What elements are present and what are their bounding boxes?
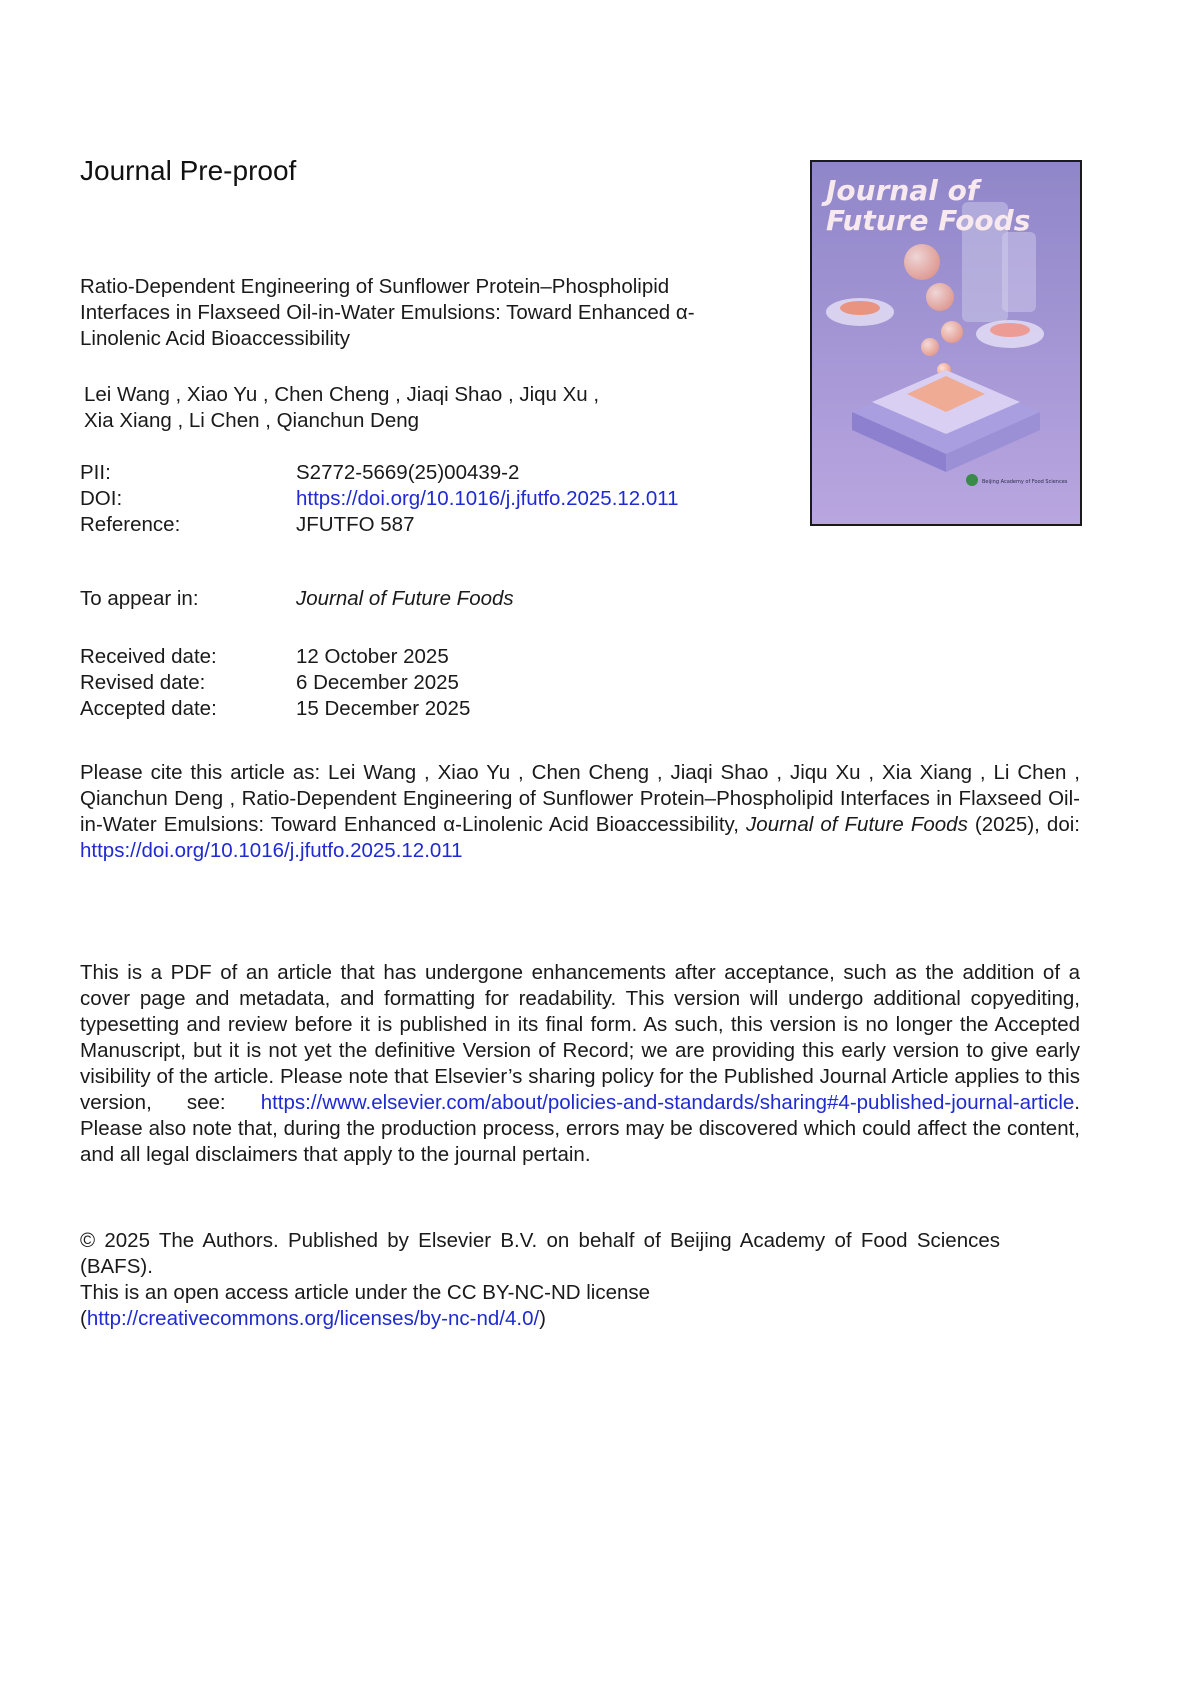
revised-value: 6 December 2025: [296, 671, 459, 694]
open-access-line: This is an open access article under the CC BY-NC-ND license: [80, 1281, 651, 1304]
cover-artwork: [812, 162, 1080, 524]
author-list: [84, 382, 684, 434]
meat-sample-left: [840, 301, 880, 315]
doi-label: DOI:: [80, 487, 123, 510]
bubble: [926, 283, 954, 311]
authors-line-1: Lei Wang , Xiao Yu , Chen Cheng , Jiaqi Shao , Jiqu Xu ,: [84, 383, 600, 406]
cover-title-line-2: Future Foods: [826, 204, 1031, 237]
publisher-logo-icon: [966, 474, 978, 486]
copyright-line: © 2025 The Authors. Published by Elsevier B.V. on behalf of Beijing Academy of Food Sciences (BAFS).: [80, 1229, 1000, 1278]
appear-in-journal: Journal of Future Foods: [296, 587, 514, 610]
citation-text: Please cite this article as: Lei Wang , Xiao Yu , Chen Cheng , Jiaqi Shao , Jiqu Xu , Xia Xiang , Li Chen , Qianchun Deng , Ratio-Dependent Engineering of Sunflower Protein–Phospholipid Interfaces in Flaxseed Oil-in-Water Emulsions: Toward Enhanced α-Linolenic Acid Bioaccessibility,: [80, 761, 1080, 836]
citation-journal: Journal of Future Foods: [746, 813, 968, 836]
received-value: 12 October 2025: [296, 645, 449, 668]
cover-title-line-1: Journal of: [826, 174, 979, 207]
journal-pre-proof-heading: Journal Pre-proof: [80, 155, 297, 186]
cover-publisher: Beijing Academy of Food Sciences: [982, 479, 1068, 485]
glass-tube-2: [1002, 232, 1036, 312]
bubble: [904, 244, 940, 280]
accepted-value: 15 December 2025: [296, 697, 471, 720]
citation-suffix: (2025), doi:: [967, 813, 1080, 836]
bubble: [941, 321, 963, 343]
paren-open: (: [80, 1307, 87, 1330]
journal-cover-image: [810, 160, 1082, 526]
doi-link[interactable]: https://doi.org/10.1016/j.jfutfo.2025.12.011: [296, 487, 679, 510]
article-title: Ratio-Dependent Engineering of Sunflower Protein–Phospholipid Interfaces in Flaxseed Oil-in-Water Emulsions: Toward Enhanced α-Linolenic Acid Bioaccessibility: [80, 275, 695, 350]
notice-text: This is a PDF of an article that has undergone enhancements after acceptance, such as the addition of a cover page and metadata, and formatting for readability. This version will undergo additional copyediting, typesetting and review before it is published in its final form. As such, this version is no longer the Accepted Manuscript, but it is not yet the definitive Version of Record; we are providing this early version to give early visibility of the article. Please note that Elsevier’s sharing policy for the Published Journal Article applies to this version, see:: [80, 961, 1080, 1114]
accepted-label: Accepted date:: [80, 697, 217, 720]
pii-label: PII:: [80, 461, 111, 484]
bubble: [921, 338, 939, 356]
license-block: [80, 1228, 1000, 1332]
pii-value: S2772-5669(25)00439-2: [296, 461, 520, 484]
received-label: Received date:: [80, 645, 217, 668]
reference-value: JFUTFO 587: [296, 513, 415, 536]
citation-doi-link[interactable]: https://doi.org/10.1016/j.jfutfo.2025.12.011: [80, 839, 463, 862]
reference-label: Reference:: [80, 513, 181, 536]
license-link-line: [80, 1306, 1000, 1332]
paren-close: ): [539, 1307, 546, 1330]
revised-label: Revised date:: [80, 671, 206, 694]
citation-paragraph: [80, 760, 1080, 864]
notice-paragraph: [80, 960, 1080, 1168]
appear-in-label: To appear in:: [80, 587, 199, 610]
sharing-policy-link[interactable]: https://www.elsevier.com/about/policies-and-standards/sharing#4-published-journal-article: [260, 1091, 1075, 1114]
cc-license-link[interactable]: http://creativecommons.org/licenses/by-nc-nd/4.0/: [86, 1307, 540, 1330]
notice-text-end: . Please also note that, during the production process, errors may be discovered which could affect the content, and all legal disclaimers that apply to the journal pertain.: [80, 1091, 1080, 1166]
authors-line-2: Xia Xiang , Li Chen , Qianchun Deng: [84, 409, 420, 432]
meat-sample-right: [990, 323, 1030, 337]
